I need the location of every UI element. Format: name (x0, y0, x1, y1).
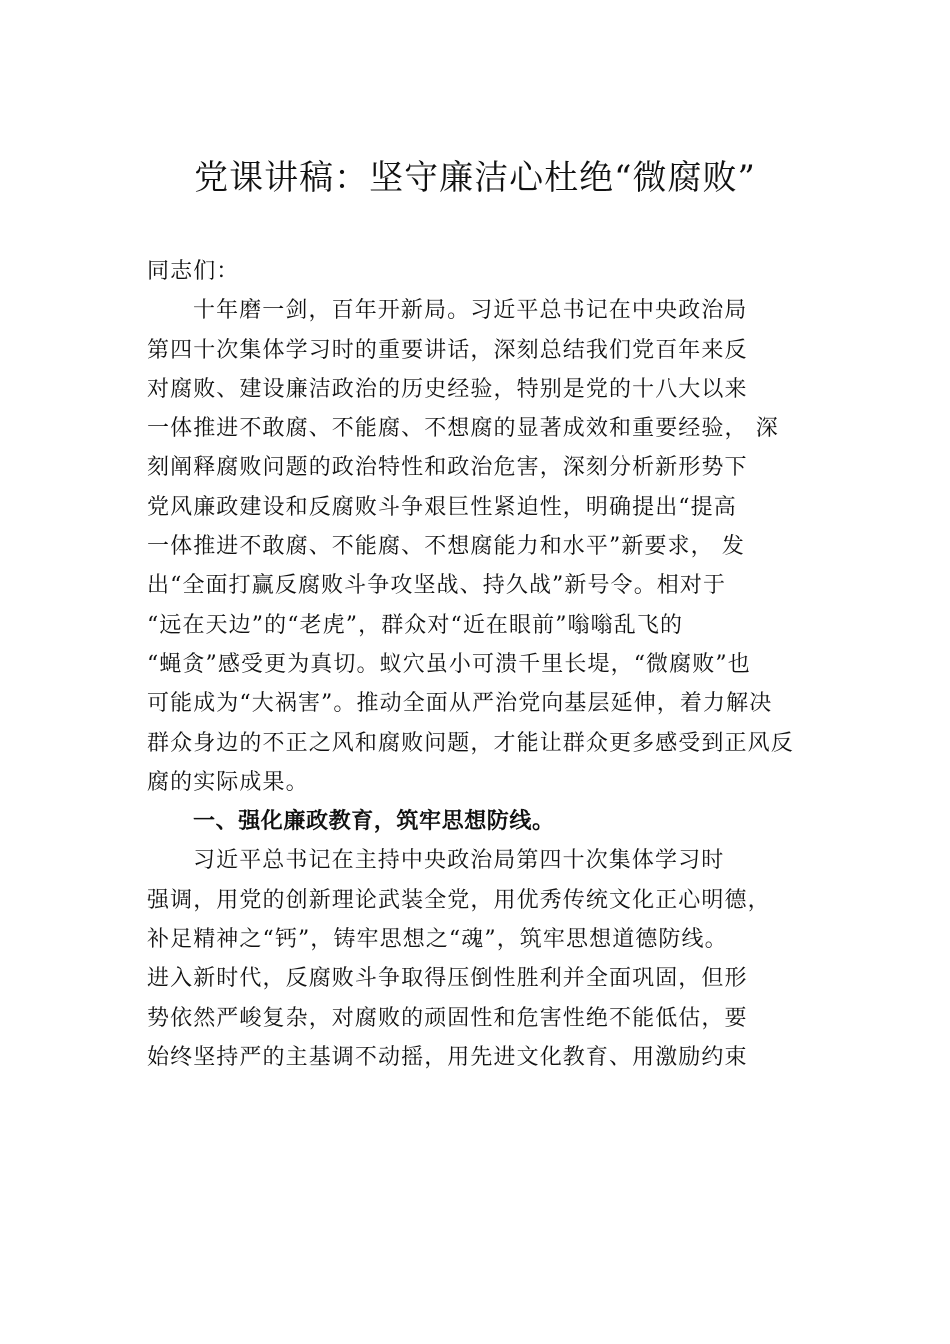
paragraph-line: 十年磨一剑，百年开新局。习近平总书记在中央政治局 (193, 298, 748, 324)
paragraph-line: 出“全面打赢反腐败斗争攻坚战、持久战”新号令。相对于 (147, 573, 727, 599)
paragraph-line: 可能成为“大祸害”。推动全面从严治党向基层延伸，着力解决 (147, 691, 773, 717)
paragraph-line: 进入新时代，反腐败斗争取得压倒性胜利并全面巩固，但形 (147, 966, 748, 992)
paragraph-line: “蝇贪”感受更为真切。蚁穴虽小可溃千里长堤，“微腐败”也 (147, 651, 751, 677)
paragraph-line: “远在天边”的“老虎”，群众对“近在眼前”嗡嗡乱飞的 (147, 612, 684, 638)
greeting: 同志们： (147, 259, 240, 284)
paragraph-line: 始终坚持严的主基调不动摇，用先进文化教育、用激励约束 (147, 1044, 748, 1070)
paragraph-1 (147, 291, 819, 802)
paragraph-line: 势依然严峻复杂，对腐败的顽固性和危害性绝不能低估，要 (147, 1005, 748, 1031)
paragraph-line: 刻阐释腐败问题的政治特性和政治危害，深刻分析新形势下 (147, 455, 748, 481)
paragraph-line: 腐的实际成果。 (147, 769, 309, 795)
paragraph-line: 补足精神之“钙”，铸牢思想之“魂”，筑牢思想道德防线。 (147, 927, 728, 953)
paragraph-line: 对腐败、建设廉洁政治的历史经验，特别是党的十八大以来 (147, 376, 748, 402)
section-heading: 一、强化廉政教育，筑牢思想防线。 (193, 809, 555, 835)
paragraph-line: 习近平总书记在主持中央政治局第四十次集体学习时 (193, 848, 725, 874)
document-body (147, 252, 819, 1077)
paragraph-2 (147, 841, 819, 1077)
paragraph-line: 党风廉政建设和反腐败斗争艰巨性紧迫性，明确提出“提高 (147, 494, 737, 520)
paragraph-line: 一体推进不敢腐、不能腐、不想腐的显著成效和重要经验， 深 (147, 416, 779, 442)
paragraph-line: 一体推进不敢腐、不能腐、不想腐能力和水平”新要求， 发 (147, 534, 745, 560)
document-title: 党课讲稿：坚守廉洁心杜绝“微腐败” (194, 158, 756, 198)
paragraph-line: 群众身边的不正之风和腐败问题，才能让群众更多感受到正风反 (147, 730, 794, 756)
paragraph-line: 第四十次集体学习时的重要讲话，深刻总结我们党百年来反 (147, 337, 748, 363)
paragraph-line: 强调，用党的创新理论武装全党，用优秀传统文化正心明德， (147, 887, 771, 913)
